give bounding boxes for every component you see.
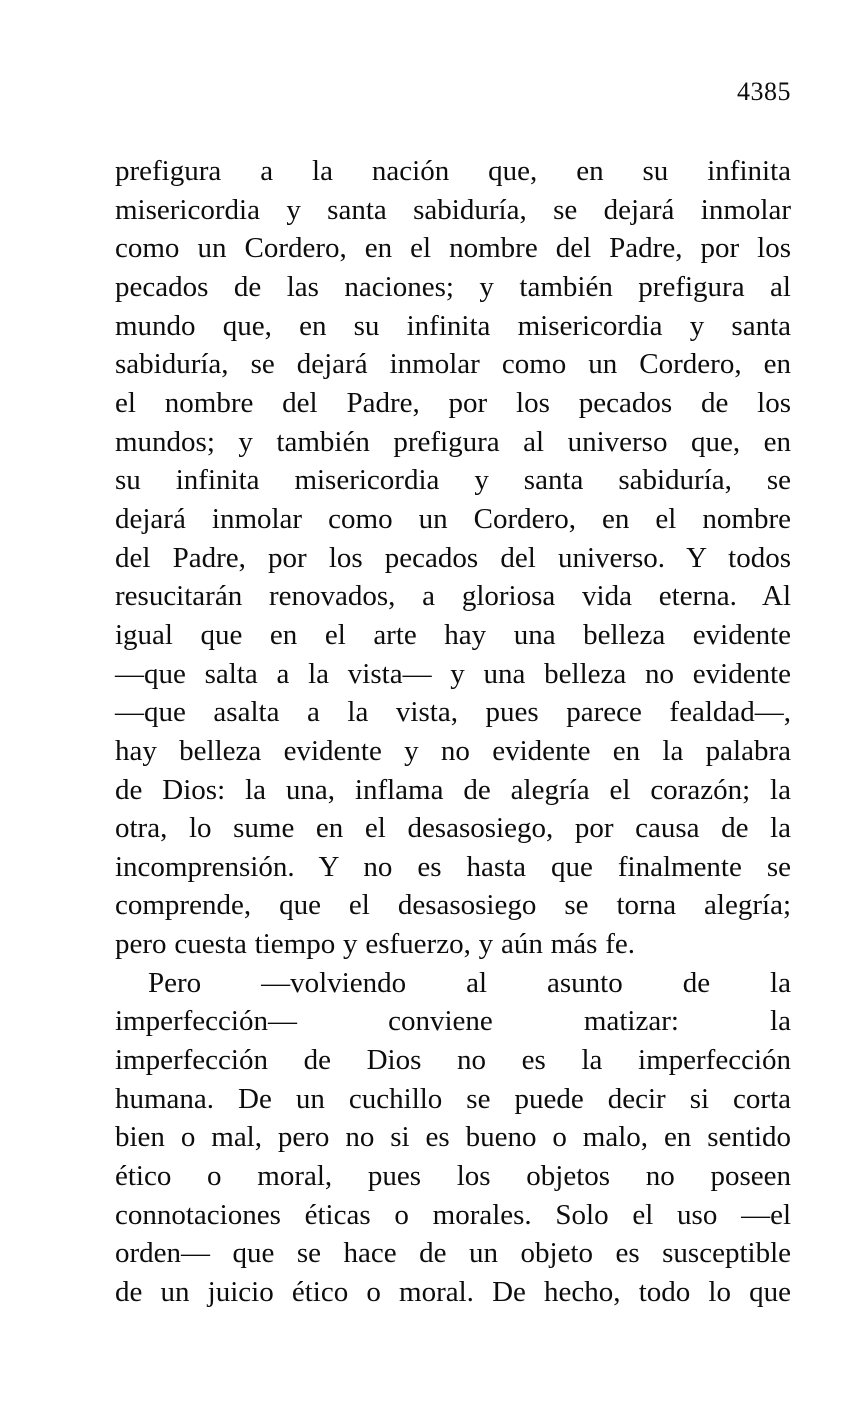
- text-line: otra, lo sume en el desasosiego, por causa de la: [115, 812, 791, 845]
- text-line: como un Cordero, en el nombre del Padre, por los: [115, 232, 791, 265]
- text-line: mundos; y también prefigura al universo que, en: [115, 425, 791, 458]
- page-number: 4385: [737, 77, 791, 106]
- text-line: imperfección— conviene matizar: la: [115, 1005, 791, 1038]
- text-line: —que salta a la vista— y una belleza no evidente: [115, 657, 791, 690]
- paragraph-2: [115, 964, 791, 1312]
- text-line: —que asalta a la vista, pues parece fealdad—,: [115, 696, 791, 729]
- text-line: ético o moral, pues los objetos no poseen: [115, 1160, 791, 1193]
- text-line: orden— que se hace de un objeto es susceptible: [115, 1237, 791, 1270]
- text-line: el nombre del Padre, por los pecados de los: [115, 386, 791, 419]
- text-line: sabiduría, se dejará inmolar como un Cordero, en: [115, 348, 791, 381]
- text-line: incomprensión. Y no es hasta que finalmente se: [115, 850, 791, 883]
- text-line: pero cuesta tiempo y esfuerzo, y aún más fe.: [115, 928, 635, 961]
- text-line: humana. De un cuchillo se puede decir si corta: [115, 1082, 791, 1115]
- text-line: pecados de las naciones; y también prefigura al: [115, 270, 791, 303]
- text-line: resucitarán renovados, a gloriosa vida eterna. Al: [115, 580, 791, 613]
- text-block: [115, 152, 791, 1312]
- text-line: hay belleza evidente y no evidente en la palabra: [115, 734, 791, 767]
- text-line: connotaciones éticas o morales. Solo el uso —el: [115, 1198, 791, 1231]
- text-line: dejará inmolar como un Cordero, en el nombre: [115, 502, 791, 535]
- text-line: de un juicio ético o moral. De hecho, todo lo que: [115, 1276, 791, 1309]
- paragraph-1: [115, 152, 791, 964]
- text-line: Pero —volviendo al asunto de la: [148, 966, 791, 999]
- text-line: del Padre, por los pecados del universo. Y todos: [115, 541, 791, 574]
- text-line: misericordia y santa sabiduría, se dejará inmolar: [115, 193, 791, 226]
- text-line: de Dios: la una, inflama de alegría el corazón; la: [115, 773, 791, 806]
- text-line: su infinita misericordia y santa sabiduría, se: [115, 464, 791, 497]
- text-line: comprende, que el desasosiego se torna alegría;: [115, 889, 791, 922]
- text-line: imperfección de Dios no es la imperfección: [115, 1044, 791, 1077]
- text-line: bien o mal, pero no si es bueno o malo, en sentido: [115, 1121, 791, 1154]
- text-line: prefigura a la nación que, en su infinita: [115, 155, 791, 187]
- text-line: igual que en el arte hay una belleza evidente: [115, 618, 791, 651]
- text-line: mundo que, en su infinita misericordia y santa: [115, 309, 791, 342]
